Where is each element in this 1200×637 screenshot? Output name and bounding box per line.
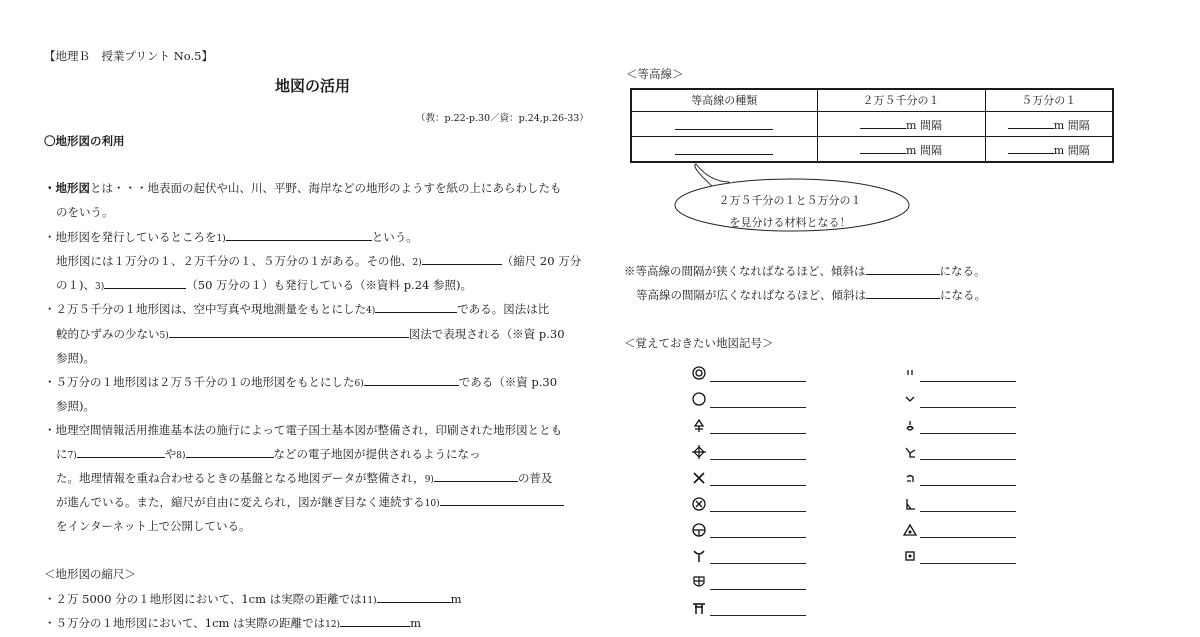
blank-number: 1) [216,234,226,244]
table-header: ２万５千分の１ [817,89,985,111]
x-mark-icon [692,471,706,485]
answer-blank[interactable] [920,407,1016,408]
paragraph-line: が進んでいる。また，縮尺が自由に変えられ，図が継ぎ目なく連続する10) [56,490,564,516]
blank-number: 4) [366,306,376,316]
scale-heading: ＜地形図の縮尺＞ [44,567,136,581]
arrow-cross-icon [692,419,706,433]
table-header-row [631,89,1113,111]
paragraph-line: た。地理情報を重ね合わせるときの基盤となる地図データが整備され，9) の普及 [56,466,552,492]
paragraph-line: 参照)。 [56,351,95,365]
page-title: 地図の活用 [275,77,351,95]
paragraph-line: に7) や8) などの電子地図が提供されるようになっ [56,442,481,468]
answer-blank[interactable] [1008,139,1054,154]
answer-blank[interactable] [675,140,773,155]
answer-blank[interactable] [710,433,806,434]
answer-blank[interactable] [710,563,806,564]
answer-blank[interactable] [440,491,564,506]
table-cell: m 間隔 [985,136,1113,162]
table-row [631,111,1113,136]
blank-number: 6) [354,379,364,389]
section-heading: 〇地形図の利用 [44,134,125,148]
diamond-cross-icon [692,445,706,459]
double-tick-icon [903,366,917,380]
answer-blank[interactable] [226,226,372,241]
answer-blank[interactable] [364,371,459,386]
blank-number: 9) [424,475,434,485]
answer-blank[interactable] [920,433,1016,434]
paragraph-line: をインターネット上で公開している。 [56,519,251,533]
paragraph-line: 地形図には１万分の１、２万千分の１、５万分の１がある。その他、2) （縮尺 20 万分 [56,249,581,275]
y-shape-icon [692,549,706,563]
table-cell [631,111,817,136]
answer-blank[interactable] [866,260,940,275]
answer-blank[interactable] [920,459,1016,460]
blank-number: 2) [412,258,422,268]
blank-number: 7) [67,451,77,461]
answer-blank[interactable] [920,485,1016,486]
answer-blank[interactable] [866,284,940,299]
blank-number: 11) [361,596,377,606]
blank-number: 3) [95,282,105,292]
table-cell: m 間隔 [817,136,985,162]
answer-blank[interactable] [710,589,806,590]
term-chikeizu: ・地形図 [44,181,90,195]
triangle-icon [903,523,917,537]
table-row [631,136,1113,162]
answer-blank[interactable] [422,250,502,265]
scale-question: ・２万 5000 分の１地形図において、1cm は実際の距離では11) m [44,587,462,613]
scale-question: ・５万分の１地形図において、1cm は実際の距離では12) m [44,611,421,637]
paragraph-line: の１)、3) （50 万分の１）も発行している（※資料 p.24 参照)。 [56,273,472,299]
flame-icon [903,419,917,433]
answer-blank[interactable] [920,563,1016,564]
symbols-heading: ＜覚えておきたい地図記号＞ [624,336,774,350]
paragraph-line: ・５万分の１地形図は２万５千分の１の地形図をもとにした6) である（※資 p.30 [44,370,557,396]
circle-x-icon [692,497,706,511]
answer-blank[interactable] [710,381,806,382]
answer-blank[interactable] [434,467,518,482]
square-dot-icon [903,549,917,563]
paragraph-line: のをいう。 [56,205,114,219]
answer-blank[interactable] [377,588,451,603]
answer-blank[interactable] [710,485,806,486]
contour-note: ※等高線の間隔が狭くなればなるほど、傾斜は になる。 [624,259,986,283]
reference-pages: （教：p.22-p.30／資：p.24,p.26-33） [416,113,589,124]
blank-number: 5) [159,331,169,341]
half-circle-icon [692,523,706,537]
contour-heading: ＜等高線＞ [626,67,684,81]
answer-blank[interactable] [675,115,773,130]
lambda-icon [903,497,917,511]
paragraph-line: 較的ひずみの少ない5) 図法で表現される（※資 p.30 [56,322,565,348]
table-cell: m 間隔 [985,111,1113,136]
answer-blank[interactable] [920,537,1016,538]
blank-number: 10) [424,499,440,509]
answer-blank[interactable] [860,139,906,154]
gate-icon [692,601,706,615]
answer-blank[interactable] [77,443,165,458]
speech-bubble-text: ２万５千分の１と５万分の１ を見分ける材料となる！ [718,194,862,229]
table-cell [631,136,817,162]
answer-blank[interactable] [710,511,806,512]
paragraph-line: 参照)。 [56,399,95,413]
paragraph-line: ・地形図を発行しているところを1) という。 [44,225,418,251]
answer-blank[interactable] [104,274,186,289]
answer-blank[interactable] [860,114,906,129]
hook-icon [903,471,917,485]
answer-blank[interactable] [710,537,806,538]
answer-blank[interactable] [710,459,806,460]
double-circle-icon [692,366,706,380]
paragraph-line: ・２万５千分の１地形図は、空中写真や現地測量をもとにした4) である。図法は比 [44,297,549,323]
table-cell: m 間隔 [817,111,985,136]
answer-blank[interactable] [1008,114,1054,129]
answer-blank[interactable] [710,407,806,408]
answer-blank[interactable] [920,511,1016,512]
branch-icon [903,445,917,459]
answer-blank[interactable] [169,323,409,338]
blank-number: 12) [325,620,341,630]
answer-blank[interactable] [375,298,457,313]
paragraph-line: ・地形図とは・・・地表面の起伏や山、川、平野、海岸などの地形のようすを紙の上にあらわしたも [44,181,562,195]
contour-table [630,88,1114,163]
blank-number: 8) [176,451,186,461]
table-header: ５万分の１ [985,89,1113,111]
shield-cross-icon [692,575,706,589]
check-icon [903,392,917,406]
table-header: 等高線の種類 [631,89,817,111]
contour-note: 等高線の間隔が広くなればなるほど、傾斜は になる。 [636,283,986,307]
answer-blank[interactable] [340,612,410,627]
answer-blank[interactable] [186,443,274,458]
answer-blank[interactable] [920,381,1016,382]
circle-icon [692,392,706,406]
answer-blank[interactable] [710,615,806,616]
paragraph-line: ・地理空間情報活用推進基本法の施行によって電子国土基本図が整備され，印刷された地形図ととも [44,423,563,437]
course-label: 【地理Ｂ 授業プリント No.5】 [44,49,213,63]
